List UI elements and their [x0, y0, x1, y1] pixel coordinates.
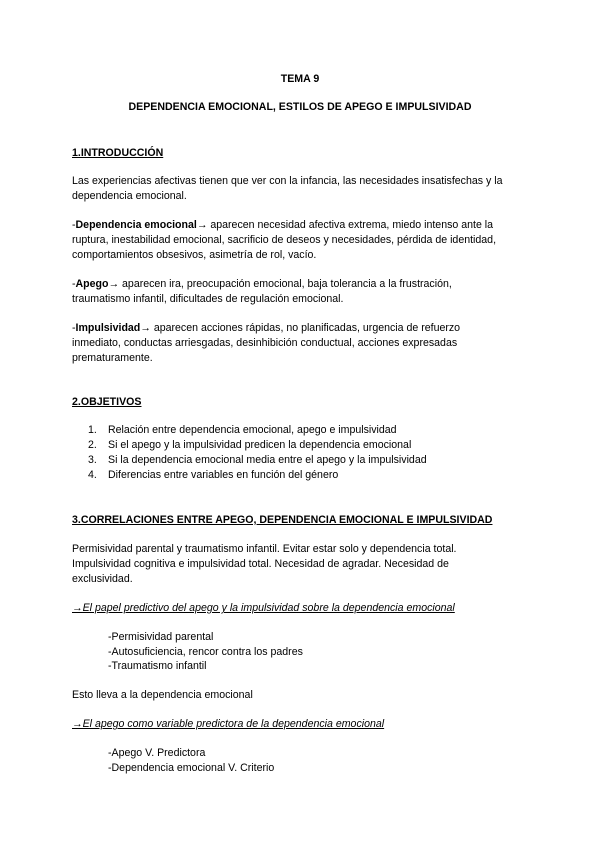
dash: - — [72, 322, 76, 334]
item-text: Si la dependencia emocional media entre el apego y la impulsividad — [108, 454, 427, 466]
term-impulsividad: Impulsividad — [75, 322, 141, 334]
impulsividad-definition — [72, 321, 532, 336]
intro-line-1: Las experiencias afectivas tienen que ver con la infancia, las necesidades insatisfechas y la — [72, 175, 503, 187]
objective-item — [88, 423, 548, 438]
section-3-para-line-1: Permisividad parental y traumatismo infantil. Evitar estar solo y dependencia total. — [72, 543, 457, 555]
impulsividad-line-2: inmediato, conductas arriesgadas, desinhibición conductual, acciones expresadas — [72, 337, 458, 349]
dash: - — [72, 219, 76, 231]
definition-text: → aparecen acciones rápidas, no planificadas, urgencia de refuerzo — [140, 322, 461, 334]
dependencia-line-3: comportamientos obsesivos, asimetría de rol, vacío. — [72, 249, 317, 261]
objective-item — [88, 453, 548, 468]
apego-line-2: traumatismo infantil, dificultades de regulación emocional. — [72, 293, 344, 305]
item-number: 3. — [88, 454, 97, 466]
list-item: -Autosuficiencia, rencor contra los padres — [108, 646, 303, 658]
definition-text: → aparecen necesidad afectiva extrema, miedo intenso ante la — [196, 219, 494, 231]
term-apego: Apego — [75, 278, 109, 290]
list-item: -Permisividad parental — [108, 631, 214, 643]
list-item: -Apego V. Predictora — [108, 747, 206, 759]
section-1-heading: 1.INTRODUCCIÓN — [72, 147, 164, 159]
definition-text: → aparecen ira, preocupación emocional, baja tolerancia a la frustración, — [108, 278, 452, 290]
item-number: 1. — [88, 424, 97, 436]
section-3-heading: 3.CORRELACIONES ENTRE APEGO, DEPENDENCIA EMOCIONAL E IMPULSIVIDAD — [72, 514, 493, 526]
intro-line-2: dependencia emocional. — [72, 190, 187, 202]
dependencia-definition — [72, 218, 532, 233]
list-item: -Traumatismo infantil — [108, 660, 207, 672]
list-item: -Dependencia emocional V. Criterio — [108, 762, 275, 774]
item-text: Relación entre dependencia emocional, apego e impulsividad — [108, 424, 397, 436]
item-number: 4. — [88, 469, 97, 481]
item-number: 2. — [88, 439, 97, 451]
item-text: Si el apego y la impulsividad predicen la dependencia emocional — [108, 439, 412, 451]
dash: - — [72, 278, 76, 290]
subheading-predictive: →El papel predictivo del apego y la impulsividad sobre la dependencia emocional — [72, 602, 455, 614]
section-3-para-line-3: exclusividad. — [72, 573, 133, 585]
objective-item — [88, 468, 548, 483]
impulsividad-line-3: prematuramente. — [72, 352, 153, 364]
item-text: Diferencias entre variables en función del género — [108, 469, 339, 481]
section-3-para-line-2: Impulsividad cognitiva e impulsividad total. Necesidad de agradar. Necesidad de — [72, 558, 449, 570]
subheading-predictor-variable: →El apego como variable predictora de la dependencia emocional — [72, 718, 385, 730]
document-subtitle: DEPENDENCIA EMOCIONAL, ESTILOS DE APEGO E IMPULSIVIDAD — [128, 101, 472, 113]
dependencia-line-2: ruptura, inestabilidad emocional, sacrificio de deseos y necesidades, pérdida de identidad, — [72, 234, 497, 246]
document-title: TEMA 9 — [280, 73, 320, 85]
conclusion-text: Esto lleva a la dependencia emocional — [72, 689, 253, 701]
apego-definition — [72, 277, 532, 292]
term-dependencia: Dependencia emocional — [75, 219, 197, 231]
section-2-heading: 2.OBJETIVOS — [72, 396, 142, 408]
objective-item — [88, 438, 548, 453]
